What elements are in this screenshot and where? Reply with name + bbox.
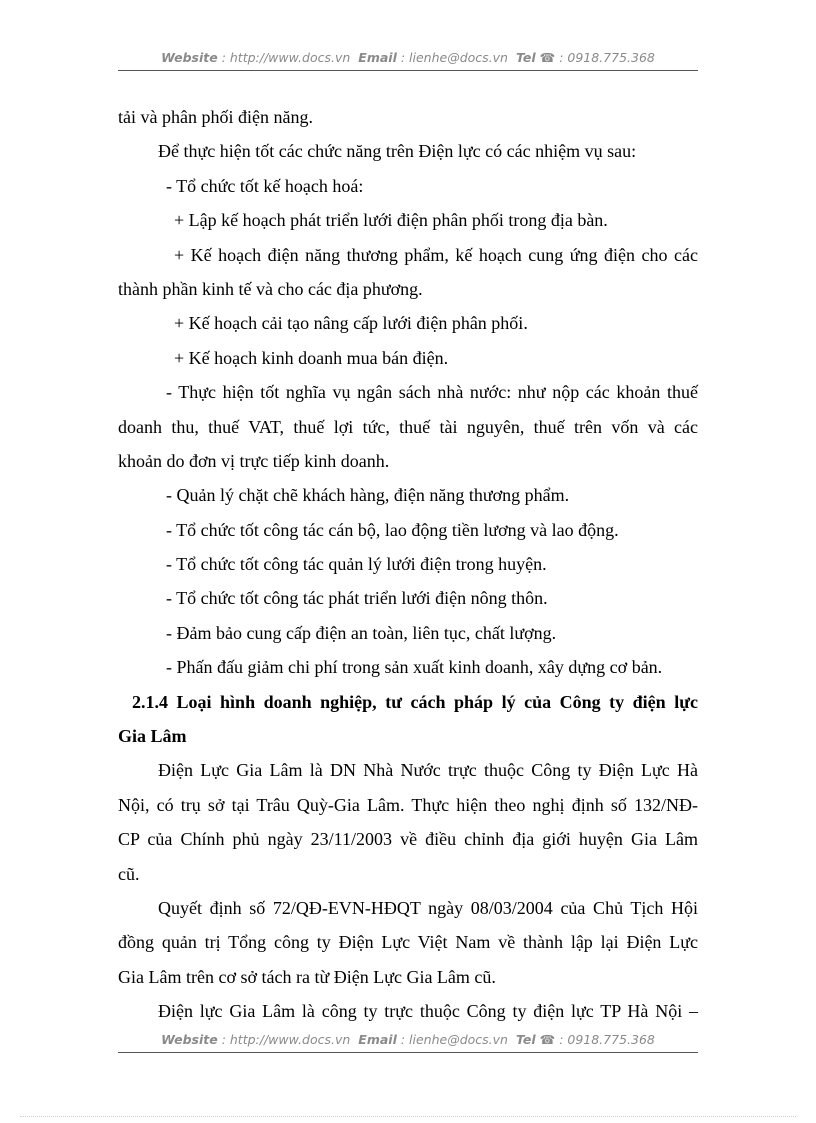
list-item: - Quản lý chặt chẽ khách hàng, điện năng thương phẩm. (166, 485, 570, 506)
paragraph-line: Điện lực Gia Lâm là công ty trực thuộc Công ty điện lực TP Hà Nội – (158, 1001, 698, 1022)
paragraph-line: Điện Lực Gia Lâm là DN Nhà Nước trực thuộc Công ty Điện Lực Hà (158, 760, 698, 781)
footer-tel-label: Tel (515, 1032, 536, 1047)
header-divider (118, 70, 698, 71)
list-subitem: + Kế hoạch điện năng thương phẩm, kế hoạch cung ứng điện cho các (174, 244, 698, 265)
footer-email-label: Email (358, 1032, 397, 1047)
page-footer (118, 1032, 698, 1052)
document-body (118, 100, 698, 1029)
list-item: - Tổ chức tốt kế hoạch hoá: (166, 175, 364, 196)
paragraph-line: Nội, có trụ sở tại Trâu Quỳ-Gia Lâm. Thực hiện theo nghị định số 132/NĐ- (118, 794, 698, 815)
footer-divider (118, 1052, 698, 1053)
list-subitem: + Lập kế hoạch phát triển lưới điện phân phối trong địa bàn. (174, 210, 608, 231)
list-item: - Tổ chức tốt công tác phát triển lưới điện nông thôn. (166, 588, 548, 609)
paragraph-line: cũ. (118, 863, 140, 884)
paragraph-line: tải và phân phối điện năng. (118, 107, 313, 127)
paragraph-line: doanh thu, thuế VAT, thuế lợi tức, thuế tài nguyên, thuế trên vốn và các (118, 416, 698, 437)
footer-website-value[interactable]: : http://www.docs.vn (221, 1032, 351, 1047)
footer-tel-value: : 0918.775.368 (559, 1032, 655, 1047)
paragraph-line: Quyết định số 72/QĐ-EVN-HĐQT ngày 08/03/2004 của Chủ Tịch Hội (158, 897, 698, 918)
list-item: - Tổ chức tốt công tác quản lý lưới điện trong huyện. (166, 554, 547, 575)
paragraph-line: đồng quản trị Tổng công ty Điện Lực Việt Nam về thành lập lại Điện Lực (118, 932, 698, 953)
paragraph-line: thành phần kinh tế và cho các địa phương. (118, 278, 423, 299)
phone-icon: ☎ (539, 1032, 556, 1047)
section-heading: Gia Lâm (118, 726, 187, 747)
footer-website-label: Website (161, 1032, 218, 1047)
list-item: - Thực hiện tốt nghĩa vụ ngân sách nhà nước: như nộp các khoản thuế (166, 382, 698, 403)
phone-icon: ☎ (539, 50, 556, 65)
list-item: - Đảm bảo cung cấp điện an toàn, liên tục, chất lượng. (166, 622, 557, 643)
footer-email-value[interactable]: : lienhe@docs.vn (400, 1032, 508, 1047)
list-subitem: + Kế hoạch kinh doanh mua bán điện. (174, 347, 449, 368)
list-item: - Tổ chức tốt công tác cán bộ, lao động tiền lương và lao động. (166, 519, 619, 540)
paragraph-line: CP của Chính phủ ngày 23/11/2003 về điều chỉnh địa giới huyện Gia Lâm (118, 829, 698, 850)
paragraph-line: Gia Lâm trên cơ sở tách ra từ Điện Lực Gia Lâm cũ. (118, 966, 496, 987)
header-email-value[interactable]: : lienhe@docs.vn (400, 50, 508, 65)
paragraph-line: Để thực hiện tốt các chức năng trên Điện lực có các nhiệm vụ sau: (158, 141, 637, 162)
page-edge-dotted-line (20, 1116, 796, 1117)
header-email-label: Email (358, 50, 397, 65)
page-header (118, 50, 698, 70)
section-heading: 2.1.4 Loại hình doanh nghiệp, tư cách pháp lý của Công ty điện lực (132, 691, 698, 712)
header-tel-label: Tel (515, 50, 536, 65)
header-tel-value: : 0918.775.368 (559, 50, 655, 65)
header-website-value[interactable]: : http://www.docs.vn (221, 50, 351, 65)
list-item: - Phấn đấu giảm chi phí trong sản xuất kinh doanh, xây dựng cơ bản. (166, 657, 663, 678)
paragraph-line: khoản do đơn vị trực tiếp kinh doanh. (118, 450, 390, 471)
list-subitem: + Kế hoạch cải tạo nâng cấp lưới điện phân phối. (174, 313, 528, 334)
header-website-label: Website (161, 50, 218, 65)
